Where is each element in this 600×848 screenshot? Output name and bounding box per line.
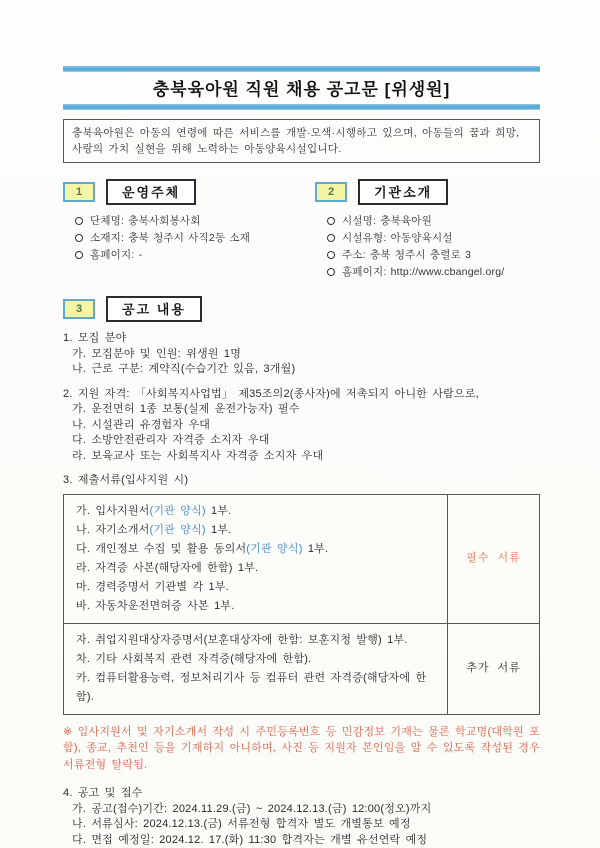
doc-line: [76, 597, 439, 616]
doc-form-note: (기관 양식): [149, 504, 206, 517]
list-item-label: 시설유형: 아동양육시설: [342, 232, 453, 244]
circle-bullet-icon: [327, 234, 335, 242]
privacy-warning-note: ※ 입사지원서 및 자기소개서 작성 시 주민등록번호 등 민감정보 기재는 물론 학교명(대학원 포함), 종교, 추천인 등을 기재하지 아니하며, 사진 등 지원자 본인임을 알 수 있도록 작성된 경우 서류전형 탈락됨.: [63, 725, 540, 771]
table-row-additional: [64, 623, 539, 714]
circle-bullet-icon: [75, 251, 83, 259]
required-docs-cell: [64, 495, 447, 623]
section-operator-header: [63, 179, 315, 205]
block-line: 다. 소방안전관리자 자격증 소지자 우대: [72, 434, 270, 446]
recruit-block: [63, 331, 540, 378]
block-line: 가. 운전면허 1종 보통(실제 운전가능자) 필수: [72, 403, 300, 415]
documents-block: [63, 473, 540, 773]
doc-line: [76, 502, 439, 521]
list-item-label: 홈페이지: -: [90, 249, 143, 261]
section-operator: [63, 179, 315, 281]
list-item: [75, 230, 315, 247]
section-number-badge: 2: [315, 182, 347, 202]
block-line: 나. 시설관리 유경험자 우대: [72, 418, 211, 431]
doc-text: 1부.: [205, 523, 232, 536]
page-title: 충북육아원 직원 채용 공고문 [위생원]: [152, 80, 451, 99]
doc-line: [76, 521, 439, 540]
doc-text: 바. 자동차운전면허증 사본 1부.: [76, 599, 235, 612]
block-heading: 3. 제출서류(입사지원 시): [63, 474, 189, 486]
circle-bullet-icon: [75, 234, 83, 242]
schedule-block: [63, 786, 540, 848]
section-number-badge: 1: [63, 182, 95, 202]
block-heading: 2. 지원 자격: 「사회복지사업법」 제35조의2(종사자)에 저촉되지 아니한 사람으로,: [63, 387, 479, 400]
doc-line: [76, 540, 439, 559]
block-line: 나. 근로 구분: 계약직(수습기간 있음, 3개월): [72, 363, 296, 375]
qualification-block: [63, 387, 540, 465]
list-item-label: 소재지: 충북 청주시 사직2동 소재: [90, 232, 251, 244]
list-item-label: 단체명: 충북사회봉사회: [90, 215, 201, 227]
doc-text: 1부.: [205, 504, 232, 517]
block-heading: 1. 모집 분야: [63, 332, 127, 344]
doc-text: 다. 개인정보 수집 및 활용 동의서: [76, 542, 247, 555]
block-line: 가. 모집분야 및 인원: 위생원 1명: [72, 347, 242, 360]
section-number-badge: 3: [63, 299, 95, 319]
doc-text: 마. 경력증명서 기관별 각 1부.: [76, 580, 229, 593]
list-item: [327, 213, 540, 230]
section-agency: [315, 179, 540, 281]
doc-line: [76, 559, 439, 578]
section-title: 기관소개: [358, 179, 448, 205]
doc-line: 자. 취업지원대상자증명서(보훈대상자에 한함: 보훈지청 발행) 1부.: [76, 633, 408, 646]
notice-body: [63, 331, 540, 848]
circle-bullet-icon: [327, 268, 335, 276]
required-label: 필수 서류: [447, 495, 539, 623]
circle-bullet-icon: [327, 251, 335, 259]
title-bottom-bar: [63, 104, 540, 110]
list-item-label: 홈페이지: http://www.cbangel.org/: [342, 266, 505, 278]
list-item: [75, 247, 315, 264]
operator-item-list: [63, 213, 315, 264]
doc-text: 라. 자격증 사본(해당자에 한함) 1부.: [76, 561, 259, 574]
doc-form-note: (기관 양식): [246, 542, 303, 555]
doc-line: 카. 컴퓨터활용능력, 정보처리기사 등 컴퓨터 관련 자격증(해당자에 한함).: [76, 671, 427, 703]
circle-bullet-icon: [327, 217, 335, 225]
documents-table: [63, 494, 540, 715]
doc-form-note: (기관 양식): [149, 523, 206, 536]
section-title: 운영주체: [106, 179, 196, 205]
agency-item-list: [315, 213, 540, 281]
additional-label: 추가 서류: [447, 624, 539, 714]
circle-bullet-icon: [75, 217, 83, 225]
doc-line: [76, 578, 439, 597]
doc-text: 1부.: [302, 542, 329, 555]
doc-line: 차. 기타 사회복지 관련 자격증(해당자에 한함).: [76, 652, 312, 665]
section-title: 공고 내용: [106, 296, 202, 322]
list-item: [327, 247, 540, 264]
block-line: 가. 공고(접수)기간: 2024.11.29.(금) ~ 2024.12.13.(금) 12:00(정오)까지: [72, 802, 432, 815]
list-item-label: 시설명: 충북육아원: [342, 215, 432, 227]
list-item-label: 주소: 충북 청주시 충렬로 3: [342, 249, 472, 261]
list-item: [75, 213, 315, 230]
intro-box: 충북육아원은 아동의 연령에 따른 서비스를 개발·모색·시행하고 있으며, 아동들의 꿈과 희망, 사랑의 가치 실현을 위해 노력하는 아동양육시설입니다.: [63, 119, 540, 163]
doc-text: 가. 입사지원서: [76, 504, 150, 517]
doc-text: 나. 자기소개서: [76, 523, 150, 536]
block-line: 나. 서류심사: 2024.12.13.(금) 서류전형 합격자 별도 개별통보 예정: [72, 818, 411, 830]
additional-docs-cell: [64, 624, 447, 714]
block-line: 라. 보육교사 또는 사회복지사 자격증 소지자 우대: [72, 449, 324, 462]
info-sections-row: [63, 179, 540, 281]
section-notice-header: [63, 296, 540, 322]
block-heading: 4. 공고 및 접수: [63, 787, 143, 799]
block-line: 다. 면접 예정일: 2024.12. 17.(화) 11:30 합격자는 개별 유선연락 예정: [72, 833, 428, 846]
list-item: [327, 230, 540, 247]
table-row-required: [64, 495, 539, 623]
section-agency-header: [315, 179, 540, 205]
list-item: [327, 264, 540, 281]
